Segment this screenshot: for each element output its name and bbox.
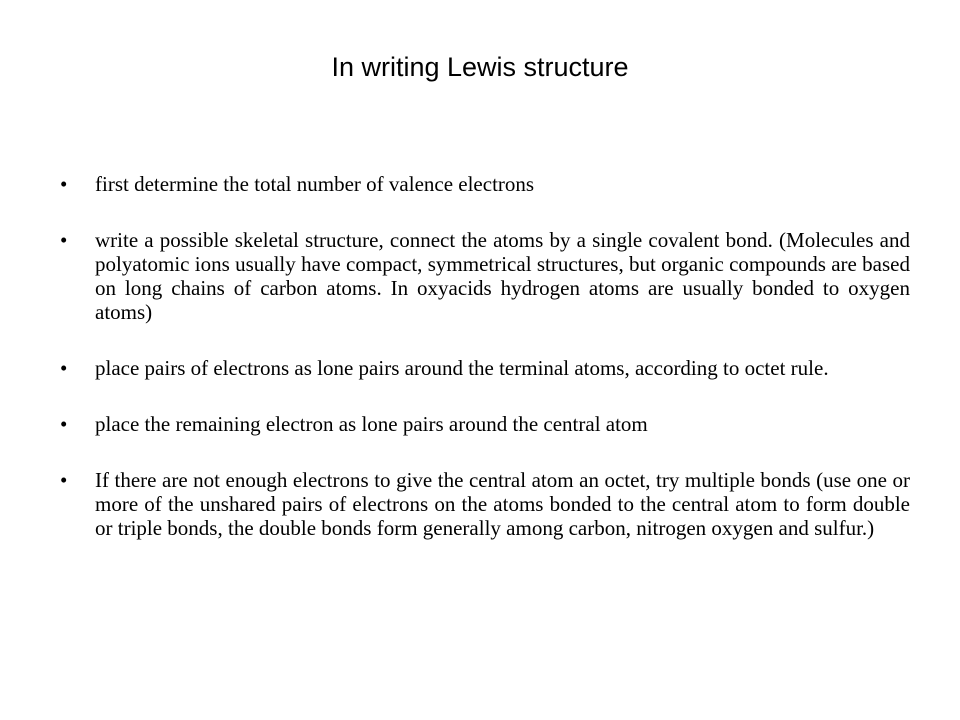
bullet-icon: • (60, 172, 68, 196)
bullet-item-multiple-bonds (60, 468, 910, 540)
bullet-item-terminal-lone-pairs (60, 356, 910, 380)
bullet-item-skeletal-structure (60, 228, 910, 324)
bullet-icon: • (60, 468, 68, 492)
bullet-icon: • (60, 412, 68, 436)
bullet-icon: • (60, 228, 68, 252)
bullet-text: first determine the total number of valence electrons (95, 172, 535, 196)
bullet-text: If there are not enough electrons to give the central atom an octet, try multiple bonds (use one or more of the unshared pairs of electrons on the atoms bonded to the central atom to form double or triple bonds, the double bonds form generally among carbon, nitrogen oxygen and sulfur.) (95, 468, 910, 540)
bullet-text: place the remaining electron as lone pairs around the central atom (95, 412, 648, 436)
slide-title: In writing Lewis structure (331, 52, 629, 82)
bullet-text: write a possible skeletal structure, connect the atoms by a single covalent bond. (Molecules and polyatomic ions usually have compact, symmetrical structures, but organic compounds are based on long chains of carbon atoms. In oxyacids hydrogen atoms are usually bonded to oxygen atoms) (95, 228, 910, 324)
bullet-item-central-lone-pairs (60, 412, 910, 436)
bullet-icon: • (60, 356, 68, 380)
bullet-item-valence-electrons (60, 172, 910, 196)
bullet-text: place pairs of electrons as lone pairs around the terminal atoms, according to octet rule. (95, 356, 829, 380)
bullet-list (60, 172, 910, 540)
